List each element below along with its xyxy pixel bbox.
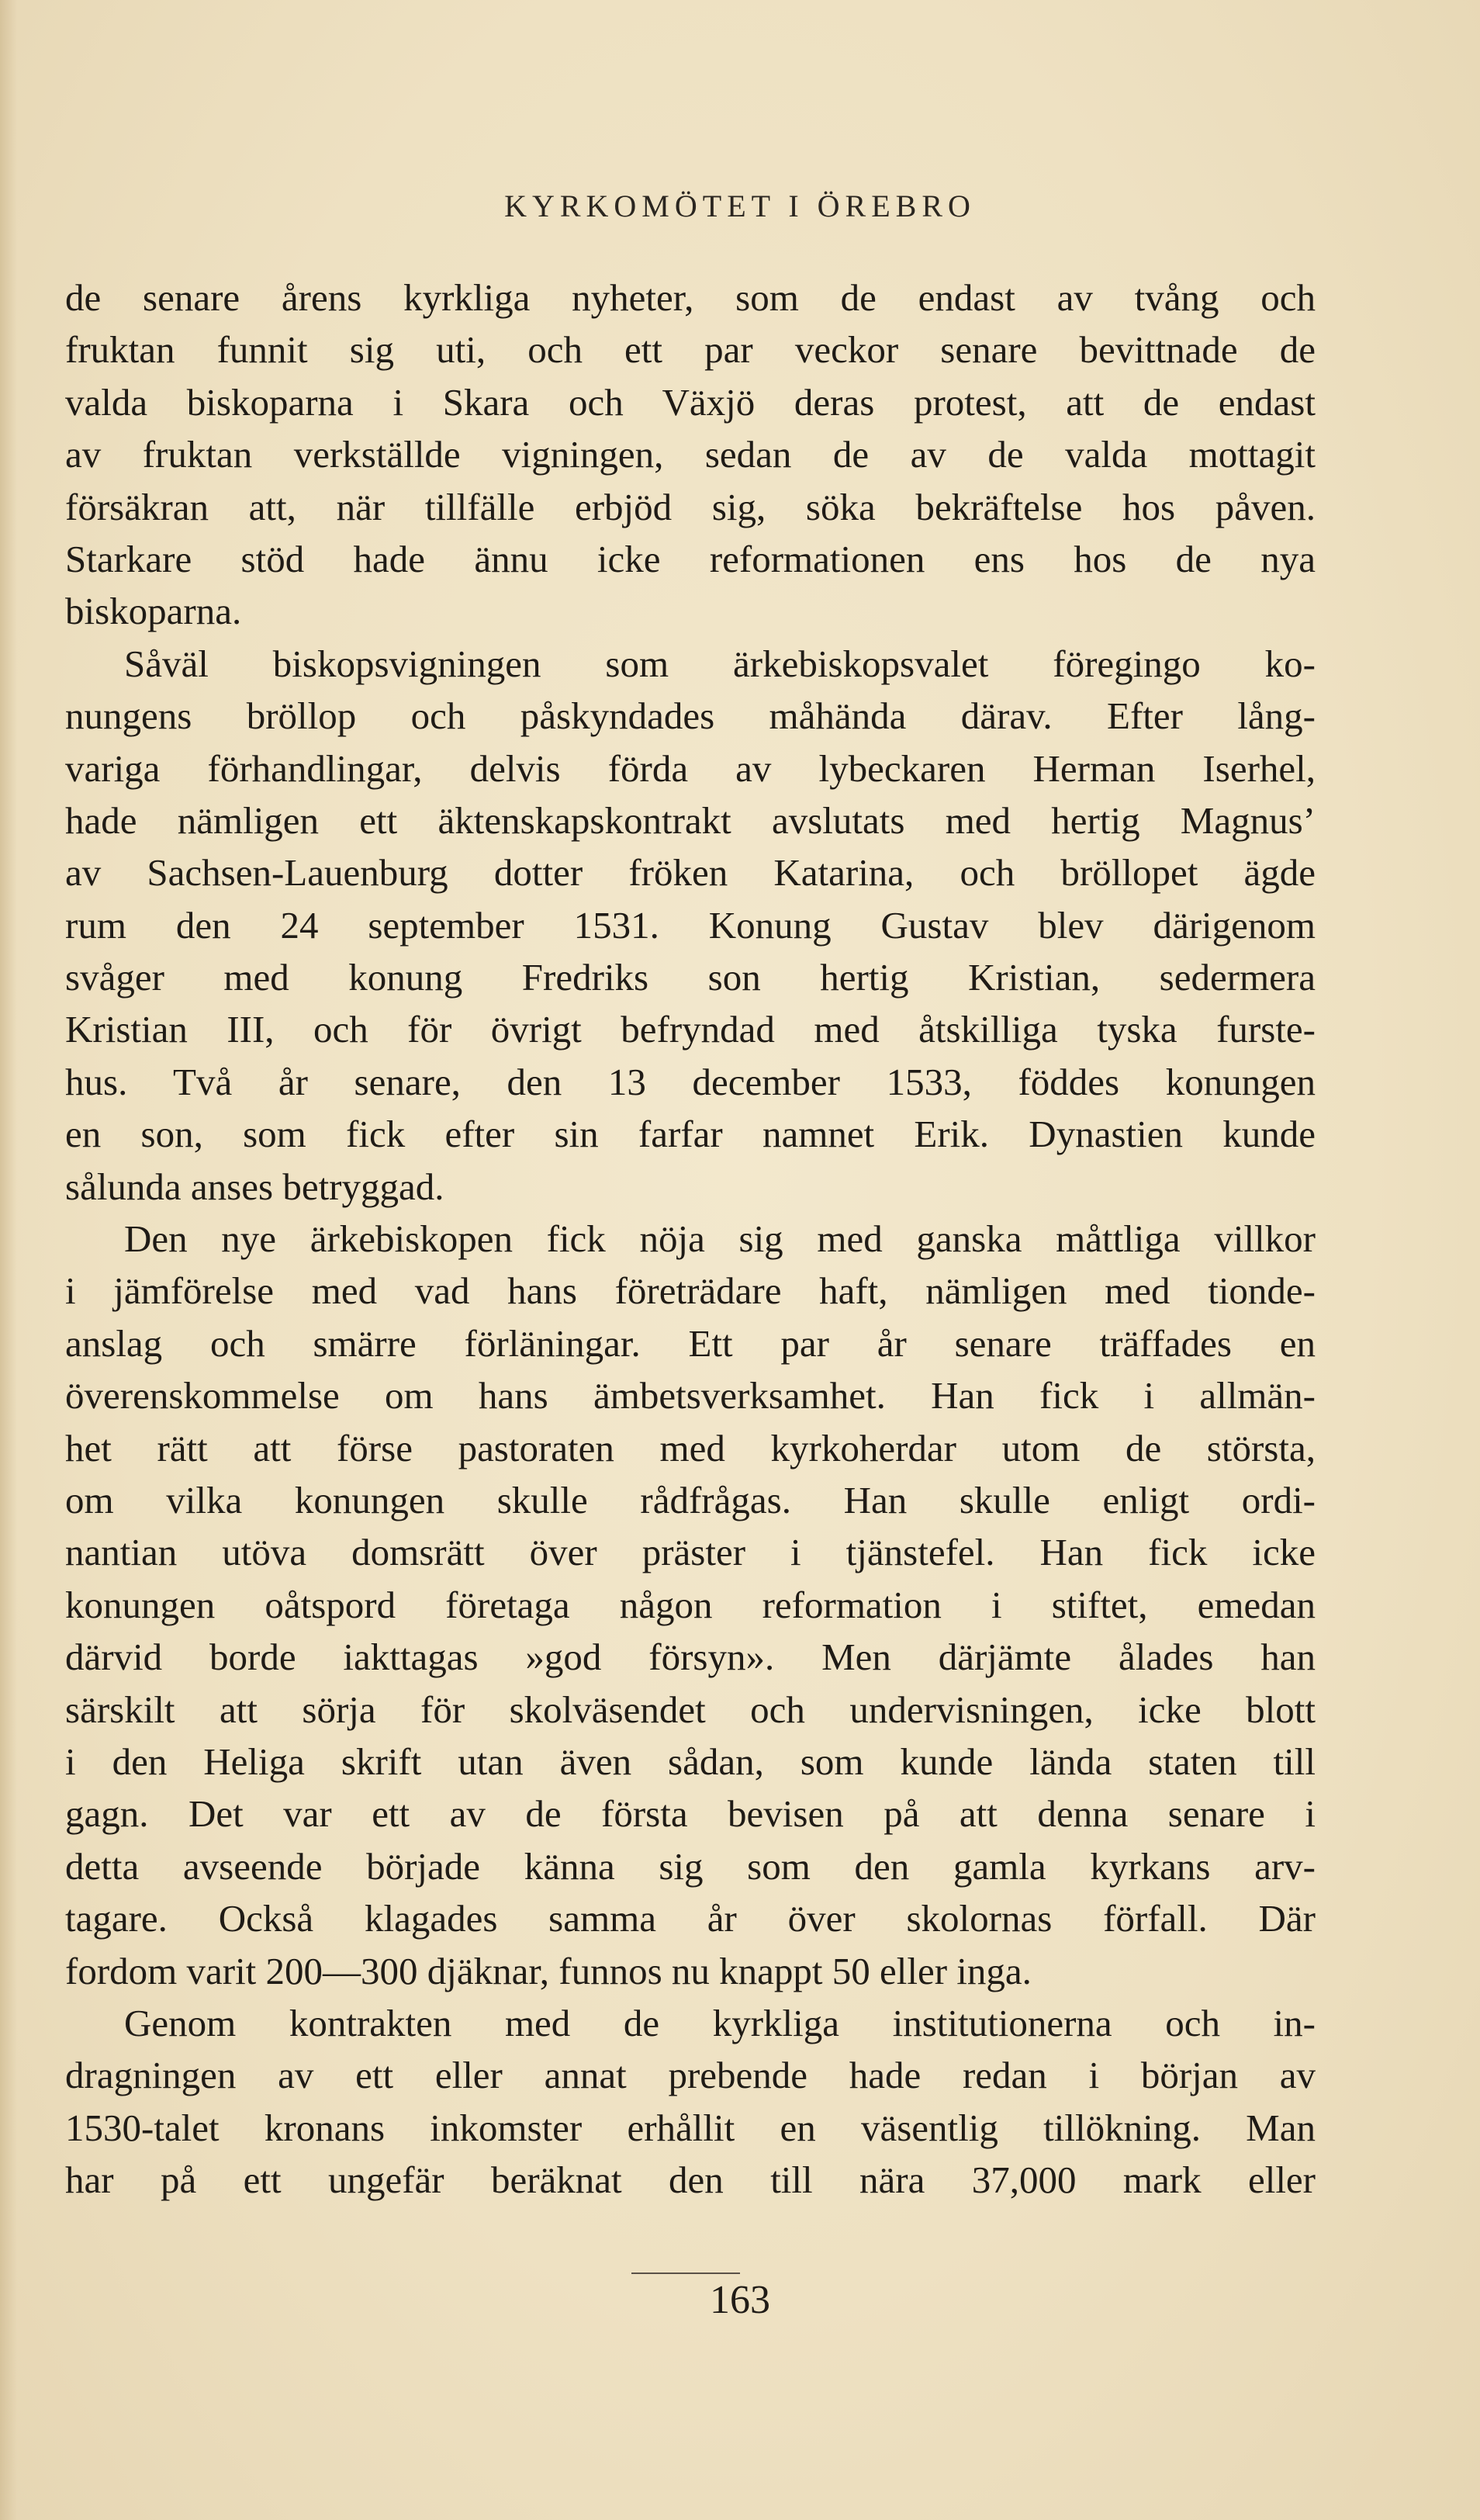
text-line: gagn. Det var ett av de första bevisen på att denna senare i [65,1792,1316,1836]
text-line: Starkare stöd hade ännu icke reformationen ens hos de nya [65,537,1316,580]
text-line: 1530-talet kronans inkomster erhållit en väsentlig tillökning. Man [65,2106,1316,2149]
text-line: särskilt att sörja för skolväsendet och undervisningen, icke blott [65,1688,1316,1731]
text-line: nungens bröllop och påskyndades måhända därav. Efter lång- [65,694,1316,738]
text-line: dragningen av ett eller annat prebende hade redan i början av [65,2054,1316,2097]
text-line: i den Heliga skrift utan även sådan, som kunde lända staten till [65,1739,1316,1783]
text-line: därvid borde iakttagas »god försyn». Men därjämte ålades han [65,1636,1316,1679]
text-line: överenskommelse om hans ämbetsverksamhet. Han fick i allmän- [65,1374,1316,1418]
text-line: i jämförelse med vad hans företrädare haft, nämligen med tionde- [65,1269,1316,1313]
page-number: 163 [710,2278,770,2322]
text-line: rum den 24 september 1531. Konung Gustav blev därigenom [65,903,1316,947]
text-line: biskoparna. [65,590,242,633]
text-line: de senare årens kyrkliga nyheter, som de endast av tvång och [65,276,1316,319]
text-line: Såväl biskopsvigningen som ärkebiskopsvalet föregingo ko- [124,642,1316,685]
text-line: försäkran att, när tillfälle erbjöd sig, söka bekräftelse hos påven. [65,485,1316,528]
folio-rule [631,2272,740,2274]
text-line: Kristian III, och för övrigt befryndad med åtskilliga tyska furste- [65,1008,1316,1051]
text-line: av fruktan verkställde vigningen, sedan de av de valda mottagit [65,433,1316,476]
text-line: har på ett ungefär beräknat den till nära 37,000 mark eller [65,2158,1316,2202]
text-line: anslag och smärre förläningar. Ett par år senare träffades en [65,1321,1316,1365]
text-line: het rätt att förse pastoraten med kyrkoherdar utom de största, [65,1426,1316,1469]
text-line: Den nye ärkebiskopen fick nöja sig med ganska måttliga villkor [124,1217,1316,1261]
running-head: KYRKOMÖTET I ÖREBRO [504,189,976,223]
text-line: hade nämligen ett äktenskapskontrakt avslutats med hertig Magnus’ [65,798,1316,842]
text-line: konungen oåtspord företaga någon reformation i stiftet, emedan [65,1583,1316,1626]
text-line: fordom varit 200—300 djäknar, funnos nu knappt 50 eller inga. [65,1949,1032,1992]
body-text [65,272,1316,2206]
text-line: tagare. Också klagades samma år över skolornas förfall. Där [65,1897,1316,1940]
text-line: variga förhandlingar, delvis förda av lybeckaren Herman Iserhel, [65,746,1316,790]
text-line: fruktan funnit sig uti, och ett par veckor senare bevittnade de [65,328,1316,372]
text-line: sålunda anses betryggad. [65,1165,444,1208]
page-gutter-shadow [0,0,17,2520]
text-line: Genom kontrakten med de kyrkliga institutionerna och in- [124,2001,1316,2044]
text-line: av Sachsen-Lauenburg dotter fröken Katarina, och bröllopet ägde [65,851,1316,895]
text-line: nantian utöva domsrätt över präster i tjänstefel. Han fick icke [65,1531,1316,1574]
text-line: valda biskoparna i Skara och Växjö deras protest, att de endast [65,380,1316,424]
text-line: en son, som fick efter sin farfar namnet Erik. Dynastien kunde [65,1113,1316,1156]
text-line: detta avseende började känna sig som den gamla kyrkans arv- [65,1844,1316,1888]
text-line: om vilka konungen skulle rådfrågas. Han skulle enligt ordi- [65,1478,1316,1521]
text-line: hus. Två år senare, den 13 december 1533, föddes konungen [65,1060,1316,1103]
text-line: svåger med konung Fredriks son hertig Kristian, sedermera [65,956,1316,999]
